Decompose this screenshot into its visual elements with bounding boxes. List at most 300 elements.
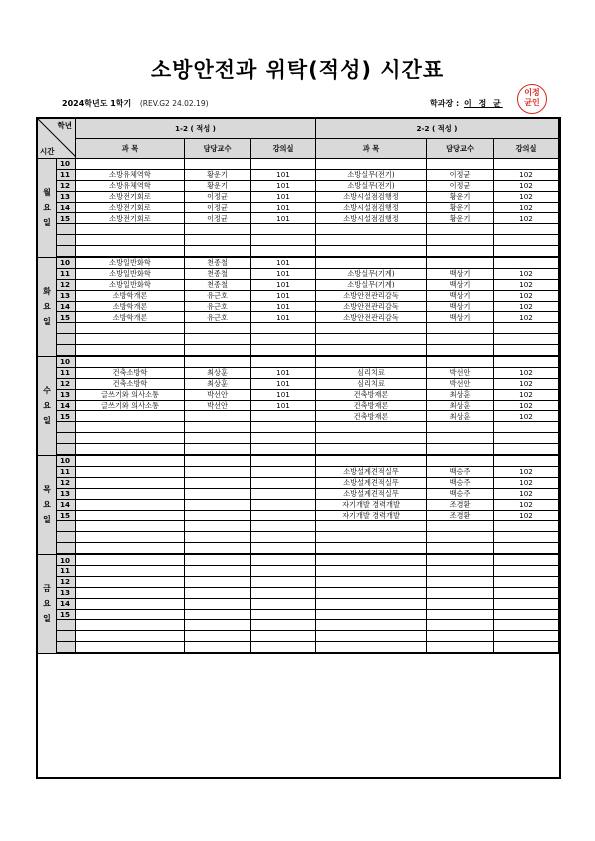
professor-cell [427, 576, 494, 587]
room-cell: 101 [251, 180, 316, 191]
professor-cell [185, 246, 251, 257]
professor-cell [185, 532, 251, 543]
timetable-row [38, 488, 559, 499]
professor-cell [185, 620, 251, 631]
period-number: 12 [57, 180, 76, 191]
period-number: 11 [57, 367, 76, 378]
period-number: 14 [57, 400, 76, 411]
subject-cell [76, 356, 185, 367]
subject-cell: 소방실무(기계) [316, 268, 427, 279]
room-cell [251, 510, 316, 521]
professor-cell [185, 422, 251, 433]
professor-cell [427, 554, 494, 565]
subject-cell [76, 543, 185, 554]
subject-cell [76, 565, 185, 576]
room-cell [251, 466, 316, 477]
subject-cell [76, 411, 185, 422]
subject-cell: 소방설계견적실무 [316, 466, 427, 477]
room-cell [494, 598, 559, 609]
professor-cell [185, 345, 251, 356]
timetable-row [38, 246, 559, 257]
subject-cell [316, 159, 427, 170]
timetable-row [38, 159, 559, 170]
professor-cell [427, 246, 494, 257]
room-cell [251, 455, 316, 466]
room-cell [494, 609, 559, 620]
professor-cell [185, 323, 251, 334]
room-cell [494, 642, 559, 653]
timetable-row [38, 224, 559, 235]
timetable-row [38, 521, 559, 532]
subject-cell: 건축방재론 [316, 389, 427, 400]
professor-cell: 유근호 [185, 312, 251, 323]
room-cell: 102 [494, 312, 559, 323]
subject-cell: 소방실무(전기) [316, 180, 427, 191]
day-label: 월 요 일 [38, 159, 57, 258]
professor-cell [185, 433, 251, 444]
period-number: 10 [57, 159, 76, 170]
column-header-professor: 담당교수 [427, 139, 494, 159]
group-header-1-2: 1-2 ( 적성 ) [76, 119, 316, 139]
subject-cell: 소방시설점검행정 [316, 213, 427, 224]
subject-cell: 소방안전관리감독 [316, 301, 427, 312]
professor-cell [185, 554, 251, 565]
room-cell [251, 323, 316, 334]
seal-stamp [517, 84, 547, 114]
period-number: 14 [57, 598, 76, 609]
group-header-2-2: 2-2 ( 적성 ) [316, 119, 559, 139]
subject-cell: 글쓰기와 의사소통 [76, 400, 185, 411]
subject-cell: 자기개발 경력개발 [316, 510, 427, 521]
professor-cell [427, 235, 494, 246]
subject-cell: 소방전기회로 [76, 202, 185, 213]
subject-cell [316, 598, 427, 609]
subject-cell [76, 488, 185, 499]
day-label: 화 요 일 [38, 257, 57, 356]
subject-cell [316, 565, 427, 576]
subject-cell [76, 620, 185, 631]
timetable-row [38, 202, 559, 213]
period-number: 14 [57, 499, 76, 510]
subject-cell [76, 246, 185, 257]
room-cell [494, 334, 559, 345]
professor-cell: 백상기 [427, 312, 494, 323]
subject-cell: 글쓰기와 의사소통 [76, 389, 185, 400]
timetable-row [38, 565, 559, 576]
subject-cell: 소방전기회로 [76, 191, 185, 202]
timetable-row [38, 378, 559, 389]
room-cell [494, 345, 559, 356]
subject-cell: 소방일반화학 [76, 279, 185, 290]
room-cell [494, 235, 559, 246]
professor-cell [427, 642, 494, 653]
timetable-row [38, 180, 559, 191]
room-cell: 101 [251, 279, 316, 290]
room-cell [251, 565, 316, 576]
timetable-row [38, 400, 559, 411]
room-cell [494, 433, 559, 444]
subject-cell [76, 521, 185, 532]
subject-cell: 소방학개론 [76, 312, 185, 323]
professor-cell [427, 323, 494, 334]
room-cell [251, 433, 316, 444]
timetable-row [38, 444, 559, 455]
period-number: 11 [57, 565, 76, 576]
professor-cell [427, 356, 494, 367]
timetable-row [38, 257, 559, 268]
professor-cell [427, 422, 494, 433]
professor-cell [185, 235, 251, 246]
room-cell: 101 [251, 191, 316, 202]
timetable-row [38, 499, 559, 510]
subject-cell [76, 532, 185, 543]
period-number: 13 [57, 389, 76, 400]
room-cell: 102 [494, 488, 559, 499]
professor-cell: 백승주 [427, 488, 494, 499]
timetable-row [38, 631, 559, 642]
professor-cell: 백승주 [427, 477, 494, 488]
period-number [57, 620, 76, 631]
professor-cell: 최상훈 [185, 378, 251, 389]
subject-cell: 소방시설점검행정 [316, 202, 427, 213]
timetable-row [38, 411, 559, 422]
period-number: 11 [57, 169, 76, 180]
subject-cell [76, 345, 185, 356]
room-cell [251, 159, 316, 170]
department-head-label: 학과장 : [430, 99, 460, 108]
subject-cell [316, 422, 427, 433]
subject-cell [316, 224, 427, 235]
professor-cell [185, 565, 251, 576]
professor-cell [185, 444, 251, 455]
room-cell [494, 576, 559, 587]
professor-cell: 황운기 [427, 213, 494, 224]
room-cell [251, 631, 316, 642]
timetable-row [38, 213, 559, 224]
period-number: 13 [57, 290, 76, 301]
professor-cell: 황운기 [427, 202, 494, 213]
professor-cell [185, 510, 251, 521]
professor-cell [185, 334, 251, 345]
period-number: 10 [57, 257, 76, 268]
subject-cell: 건축소방학 [76, 367, 185, 378]
room-cell: 102 [494, 466, 559, 477]
professor-cell: 백승주 [427, 466, 494, 477]
professor-cell [427, 587, 494, 598]
professor-cell [185, 488, 251, 499]
room-cell [251, 620, 316, 631]
professor-cell: 최상훈 [427, 411, 494, 422]
professor-cell [427, 444, 494, 455]
period-number [57, 345, 76, 356]
subject-cell [316, 543, 427, 554]
professor-cell: 백상기 [427, 301, 494, 312]
timetable-row [38, 642, 559, 653]
timetable-row [38, 543, 559, 554]
room-cell [494, 444, 559, 455]
subject-cell [316, 532, 427, 543]
timetable-row [38, 312, 559, 323]
subject-cell [316, 587, 427, 598]
subject-cell [76, 642, 185, 653]
timetable-row [38, 455, 559, 466]
period-number [57, 433, 76, 444]
professor-cell: 이정균 [185, 202, 251, 213]
subject-cell: 심리치료 [316, 378, 427, 389]
period-number: 13 [57, 488, 76, 499]
professor-cell [427, 159, 494, 170]
room-cell: 102 [494, 191, 559, 202]
period-number: 10 [57, 356, 76, 367]
professor-cell [427, 565, 494, 576]
professor-cell: 백상기 [427, 268, 494, 279]
period-number: 12 [57, 378, 76, 389]
subject-cell: 소방실무(기계) [316, 279, 427, 290]
room-cell [251, 598, 316, 609]
professor-cell [185, 521, 251, 532]
subject-cell [316, 620, 427, 631]
subject-cell [76, 576, 185, 587]
subject-cell [76, 159, 185, 170]
room-cell [494, 620, 559, 631]
room-cell: 102 [494, 378, 559, 389]
subject-cell [316, 554, 427, 565]
year-term: 2024학년도 1학기 [62, 99, 132, 108]
subject-cell [76, 334, 185, 345]
room-cell: 102 [494, 202, 559, 213]
professor-cell [427, 609, 494, 620]
room-cell [251, 554, 316, 565]
subject-cell: 소방유체역학 [76, 180, 185, 191]
period-number [57, 323, 76, 334]
room-cell: 101 [251, 257, 316, 268]
room-cell: 101 [251, 378, 316, 389]
room-cell [251, 609, 316, 620]
room-cell [494, 554, 559, 565]
subject-cell: 소방설계견적실무 [316, 477, 427, 488]
professor-cell [185, 499, 251, 510]
subject-cell [76, 510, 185, 521]
professor-cell: 이정균 [185, 191, 251, 202]
subject-cell [316, 323, 427, 334]
room-cell: 102 [494, 169, 559, 180]
day-label: 목 요 일 [38, 455, 57, 554]
column-header-room: 강의실 [251, 139, 316, 159]
timetable-row [38, 466, 559, 477]
subject-cell [76, 224, 185, 235]
timetable-body [38, 159, 559, 654]
period-number [57, 642, 76, 653]
room-cell [251, 488, 316, 499]
timetable-row [38, 345, 559, 356]
professor-cell: 천종철 [185, 268, 251, 279]
subject-cell: 소방일반화학 [76, 268, 185, 279]
period-number: 12 [57, 477, 76, 488]
room-cell [251, 499, 316, 510]
room-cell: 102 [494, 290, 559, 301]
period-number: 13 [57, 587, 76, 598]
professor-cell: 조경환 [427, 510, 494, 521]
professor-cell [185, 477, 251, 488]
room-cell: 101 [251, 169, 316, 180]
room-cell: 101 [251, 202, 316, 213]
professor-cell [427, 257, 494, 268]
subject-cell: 소방안전관리감독 [316, 312, 427, 323]
professor-cell [427, 345, 494, 356]
professor-cell [185, 411, 251, 422]
professor-cell [427, 455, 494, 466]
day-label: 금 요 일 [38, 554, 57, 653]
room-cell: 101 [251, 213, 316, 224]
room-cell: 101 [251, 301, 316, 312]
room-cell [494, 224, 559, 235]
professor-cell: 최상훈 [427, 400, 494, 411]
timetable-row [38, 554, 559, 565]
professor-cell [185, 631, 251, 642]
room-cell [251, 521, 316, 532]
professor-cell [185, 356, 251, 367]
seal-line: 균인 [524, 98, 540, 107]
subject-cell [316, 609, 427, 620]
professor-cell [427, 224, 494, 235]
subject-cell: 소방학개론 [76, 290, 185, 301]
subject-cell [76, 455, 185, 466]
room-cell [251, 642, 316, 653]
timetable-row [38, 477, 559, 488]
room-cell [251, 356, 316, 367]
subject-cell [316, 444, 427, 455]
room-cell: 102 [494, 400, 559, 411]
timetable-row [38, 356, 559, 367]
period-number [57, 235, 76, 246]
room-cell [251, 477, 316, 488]
professor-cell: 유근호 [185, 290, 251, 301]
period-number [57, 543, 76, 554]
professor-cell [427, 433, 494, 444]
page-title: 소방안전과 위탁(적성) 시간표 [150, 58, 445, 82]
subject-cell [316, 576, 427, 587]
period-number: 11 [57, 466, 76, 477]
room-cell [251, 246, 316, 257]
professor-cell [427, 620, 494, 631]
period-number [57, 422, 76, 433]
professor-cell: 이정균 [185, 213, 251, 224]
timetable-row [38, 576, 559, 587]
room-cell [251, 345, 316, 356]
subject-cell [76, 554, 185, 565]
timetable-row [38, 268, 559, 279]
subject-cell [76, 609, 185, 620]
subject-cell [76, 631, 185, 642]
room-cell [494, 532, 559, 543]
subject-cell: 소방유체역학 [76, 169, 185, 180]
professor-cell: 박선안 [427, 367, 494, 378]
period-number: 15 [57, 411, 76, 422]
subject-cell [316, 455, 427, 466]
professor-cell: 박선안 [185, 389, 251, 400]
professor-cell [185, 543, 251, 554]
room-cell [494, 422, 559, 433]
subject-cell [316, 356, 427, 367]
room-cell: 102 [494, 389, 559, 400]
seal-line: 이정 [524, 88, 540, 97]
professor-cell: 박선안 [185, 400, 251, 411]
professor-cell: 황운기 [427, 191, 494, 202]
room-cell: 101 [251, 268, 316, 279]
timetable [37, 118, 559, 654]
room-cell: 102 [494, 411, 559, 422]
professor-cell [427, 532, 494, 543]
room-cell [251, 334, 316, 345]
room-cell: 102 [494, 279, 559, 290]
professor-cell [185, 576, 251, 587]
professor-cell [185, 466, 251, 477]
term-info [62, 98, 209, 109]
professor-cell [427, 543, 494, 554]
professor-cell: 이정균 [427, 169, 494, 180]
subject-cell [316, 345, 427, 356]
period-number [57, 334, 76, 345]
period-number: 15 [57, 312, 76, 323]
room-cell: 102 [494, 510, 559, 521]
day-label: 수 요 일 [38, 356, 57, 455]
professor-cell: 천종철 [185, 279, 251, 290]
room-cell [494, 246, 559, 257]
period-number: 11 [57, 268, 76, 279]
room-cell: 101 [251, 367, 316, 378]
subject-cell [76, 587, 185, 598]
room-cell [251, 224, 316, 235]
room-cell [251, 576, 316, 587]
room-cell [251, 235, 316, 246]
room-cell: 102 [494, 499, 559, 510]
timetable-row [38, 169, 559, 180]
room-cell [494, 323, 559, 334]
subject-cell [76, 444, 185, 455]
period-number: 10 [57, 455, 76, 466]
room-cell [251, 532, 316, 543]
professor-cell [185, 587, 251, 598]
room-cell [494, 159, 559, 170]
timetable-row [38, 609, 559, 620]
subject-cell: 소방안전관리감독 [316, 290, 427, 301]
timetable-row [38, 334, 559, 345]
professor-cell [185, 455, 251, 466]
department-head-name: 이 정 균 [463, 99, 503, 108]
subject-cell [76, 466, 185, 477]
room-cell [251, 587, 316, 598]
corner-time-label: 시간 [40, 147, 55, 156]
room-cell [494, 521, 559, 532]
subject-cell [76, 323, 185, 334]
professor-cell [185, 159, 251, 170]
header-corner [38, 119, 76, 159]
timetable-row [38, 389, 559, 400]
column-header-subject: 과 목 [316, 139, 427, 159]
period-number: 15 [57, 609, 76, 620]
subject-cell [316, 521, 427, 532]
professor-cell: 유근호 [185, 301, 251, 312]
subject-cell [76, 499, 185, 510]
subject-cell: 건축방재론 [316, 411, 427, 422]
professor-cell [185, 642, 251, 653]
period-number [57, 631, 76, 642]
room-cell: 102 [494, 477, 559, 488]
room-cell [494, 257, 559, 268]
room-cell [251, 543, 316, 554]
period-number [57, 532, 76, 543]
revision-note: (REV.G2 24.02.19) [139, 99, 209, 108]
